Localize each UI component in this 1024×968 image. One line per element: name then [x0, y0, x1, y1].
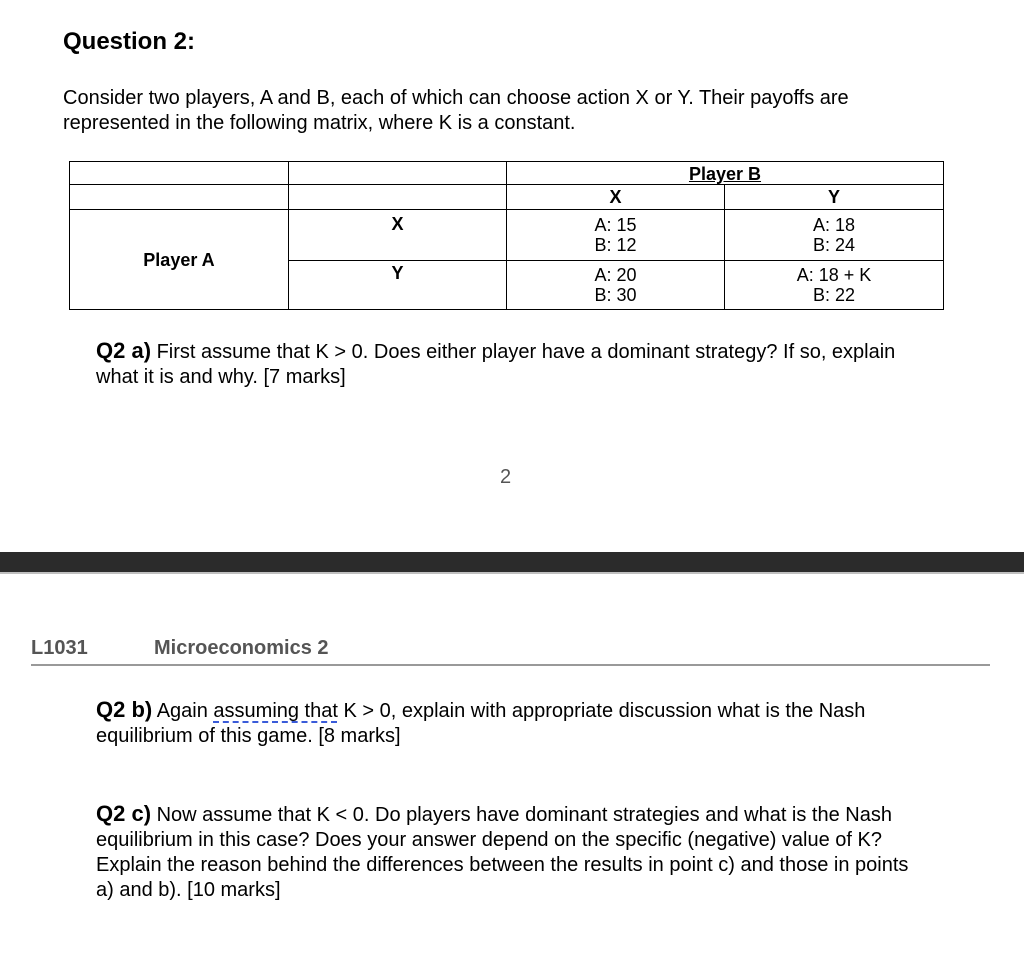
empty-cell [70, 162, 289, 185]
question-2c [96, 801, 996, 903]
question-text: a) and b). [10 marks] [96, 879, 281, 901]
payoff-cell-xy [725, 210, 944, 261]
payoff-matrix [69, 161, 944, 310]
empty-cell [289, 162, 507, 185]
payoff-cell-xx [507, 210, 725, 261]
payoff-b: B: 22 [812, 285, 856, 305]
payoff-b: B: 30 [594, 285, 637, 305]
question-label: Q2 c) [96, 801, 152, 826]
question-text: K > 0, explain with appropriate discussion what is the Nash [337, 700, 866, 722]
page-break-shadow [0, 572, 1024, 574]
course-code: L1031 [31, 637, 88, 659]
question-text: First assume that K > 0. Does either player have a dominant strategy? If so, explain [156, 341, 896, 363]
question-text: Now assume that K < 0. Do players have dominant strategies and what is the Nash [156, 804, 892, 826]
question-text: Explain the reason behind the differences between the results in point c) and those in points [96, 854, 909, 876]
player-b-header: Player B [507, 162, 944, 185]
payoff-a: A: 20 [594, 265, 637, 285]
page-number: 2 [500, 466, 512, 488]
intro-line-2: represented in the following matrix, where K is a constant. [63, 112, 576, 134]
empty-cell [289, 185, 507, 210]
question-2a [96, 338, 996, 390]
row-x-header: X [289, 210, 507, 261]
intro-line-1: Consider two players, A and B, each of which can choose action X or Y. Their payoffs are [63, 87, 849, 109]
question-label: Q2 a) [96, 338, 152, 363]
empty-cell [70, 185, 289, 210]
payoff-a: A: 18 [812, 215, 856, 235]
column-y-header: Y [725, 185, 944, 210]
course-name: Microeconomics 2 [154, 637, 329, 659]
question-text: equilibrium in this case? Does your answer depend on the specific (negative) value of K? [96, 829, 882, 851]
payoff-b: B: 12 [594, 235, 637, 255]
intro-paragraph [63, 86, 963, 136]
question-text: equilibrium of this game. [8 marks] [96, 725, 401, 747]
payoff-b: B: 24 [812, 235, 856, 255]
row-y-header: Y [289, 261, 507, 310]
question-text: what it is and why. [7 marks] [96, 366, 346, 388]
question-label: Q2 b) [96, 697, 153, 722]
header-rule [31, 664, 990, 666]
question-title: Question 2: [63, 28, 196, 55]
grammar-flagged-text[interactable]: assuming that [213, 700, 338, 722]
payoff-a: A: 15 [594, 215, 637, 235]
question-text: Again [156, 700, 214, 722]
payoff-cell-yx [507, 261, 725, 310]
payoff-cell-yy [725, 261, 944, 310]
column-x-header: X [507, 185, 725, 210]
player-a-header: Player A [70, 210, 289, 310]
payoff-a: A: 18 + K [796, 265, 872, 285]
page-break-bar [0, 552, 1024, 572]
question-2b [96, 697, 996, 749]
